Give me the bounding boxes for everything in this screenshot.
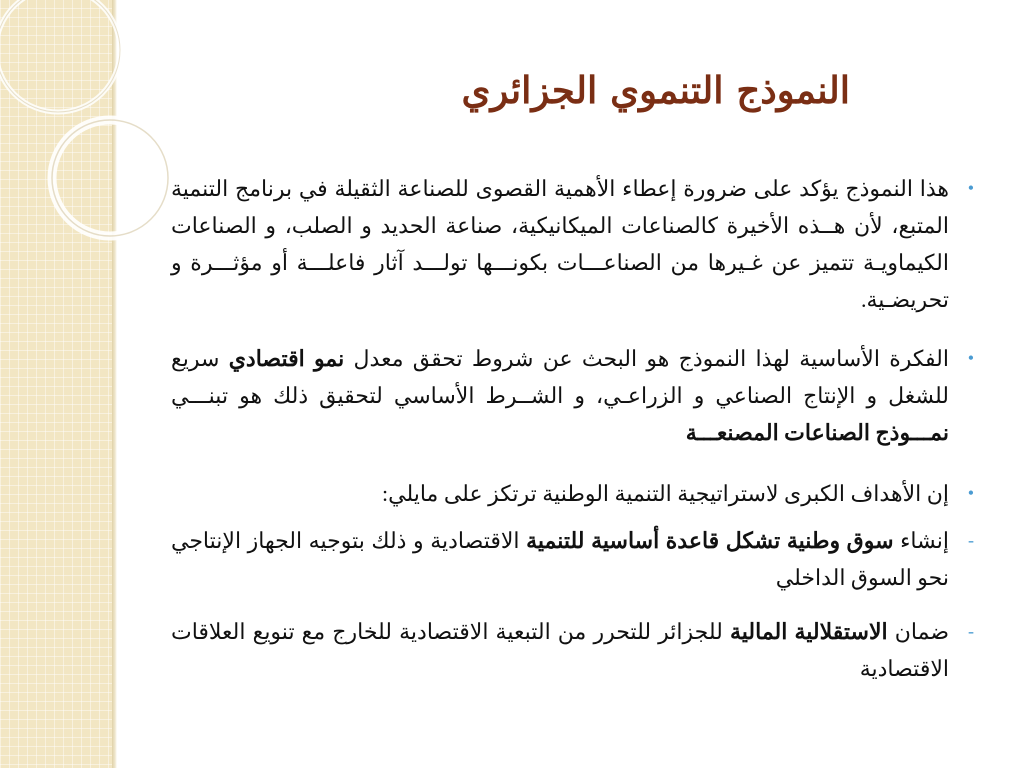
bullet-icon: •	[967, 483, 974, 503]
paragraph-1	[171, 170, 974, 318]
paragraph-2-text: الفكرة الأساسية لهذا النموذج هو البحث عن شروط تحقق معدل	[344, 346, 949, 371]
paragraph-2-bold-growth: نمو اقتصادي	[228, 346, 345, 371]
slide-title: النموذج التنموي الجزائري	[461, 68, 850, 112]
dash-item-1-text-cont: الاقتصادية و ذلك بتوجيه الجهاز الإنتاجي نحو السوق الداخلي	[171, 528, 949, 590]
dash-item-2-text: ضمان	[887, 619, 950, 644]
paragraph-2-bold-model: نمـــوذج الصناعات المصنعـــة	[685, 420, 949, 445]
bullet-icon: •	[967, 178, 974, 198]
dash-item-1-text: إنشاء	[893, 528, 949, 553]
dash-icon: -	[968, 621, 974, 641]
paragraph-3-text: إن الأهداف الكبرى لاستراتيجية التنمية الوطنية ترتكز على مايلي:	[382, 481, 949, 506]
dash-item-1-bold: سوق وطنية تشكل قاعدة أساسية للتنمية	[526, 528, 894, 553]
paragraph-2-text-cont: سريع للشغل و الإنتاج الصناعي و الزراعـي، و الشــرط الأساسي لتحقيق ذلك هو تبنـــي	[171, 346, 949, 408]
paragraph-1-text: هذا النموذج يؤكد على ضرورة إعطاء الأهمية القصوى للصناعة الثقيلة في برنامج التنمية المتبع، لأن هــذه الأخيرة كالصناعات الميكانيكية، صناعة الحديد و الصلب، و الصناعات الكيماويـة تتميز عن غـيرها من الصناعـــات بكونـــها تولـــد آثار فاعلـــة أو مؤثـــرة و تحريضـية.	[171, 176, 949, 312]
bullet-icon: •	[967, 348, 974, 368]
dash-item-2-text-cont: للجزائر للتحرر من التبعية الاقتصادية للخارج مع تنويع العلاقات الاقتصادية	[171, 619, 949, 681]
paragraph-3	[171, 475, 974, 512]
dash-item-2-bold: الاستقلالية المالية	[730, 619, 888, 644]
dash-item-1	[171, 522, 974, 596]
decorative-rings	[0, 0, 200, 260]
dash-item-2	[171, 613, 974, 687]
dash-icon: -	[968, 530, 974, 550]
paragraph-2	[171, 340, 974, 451]
